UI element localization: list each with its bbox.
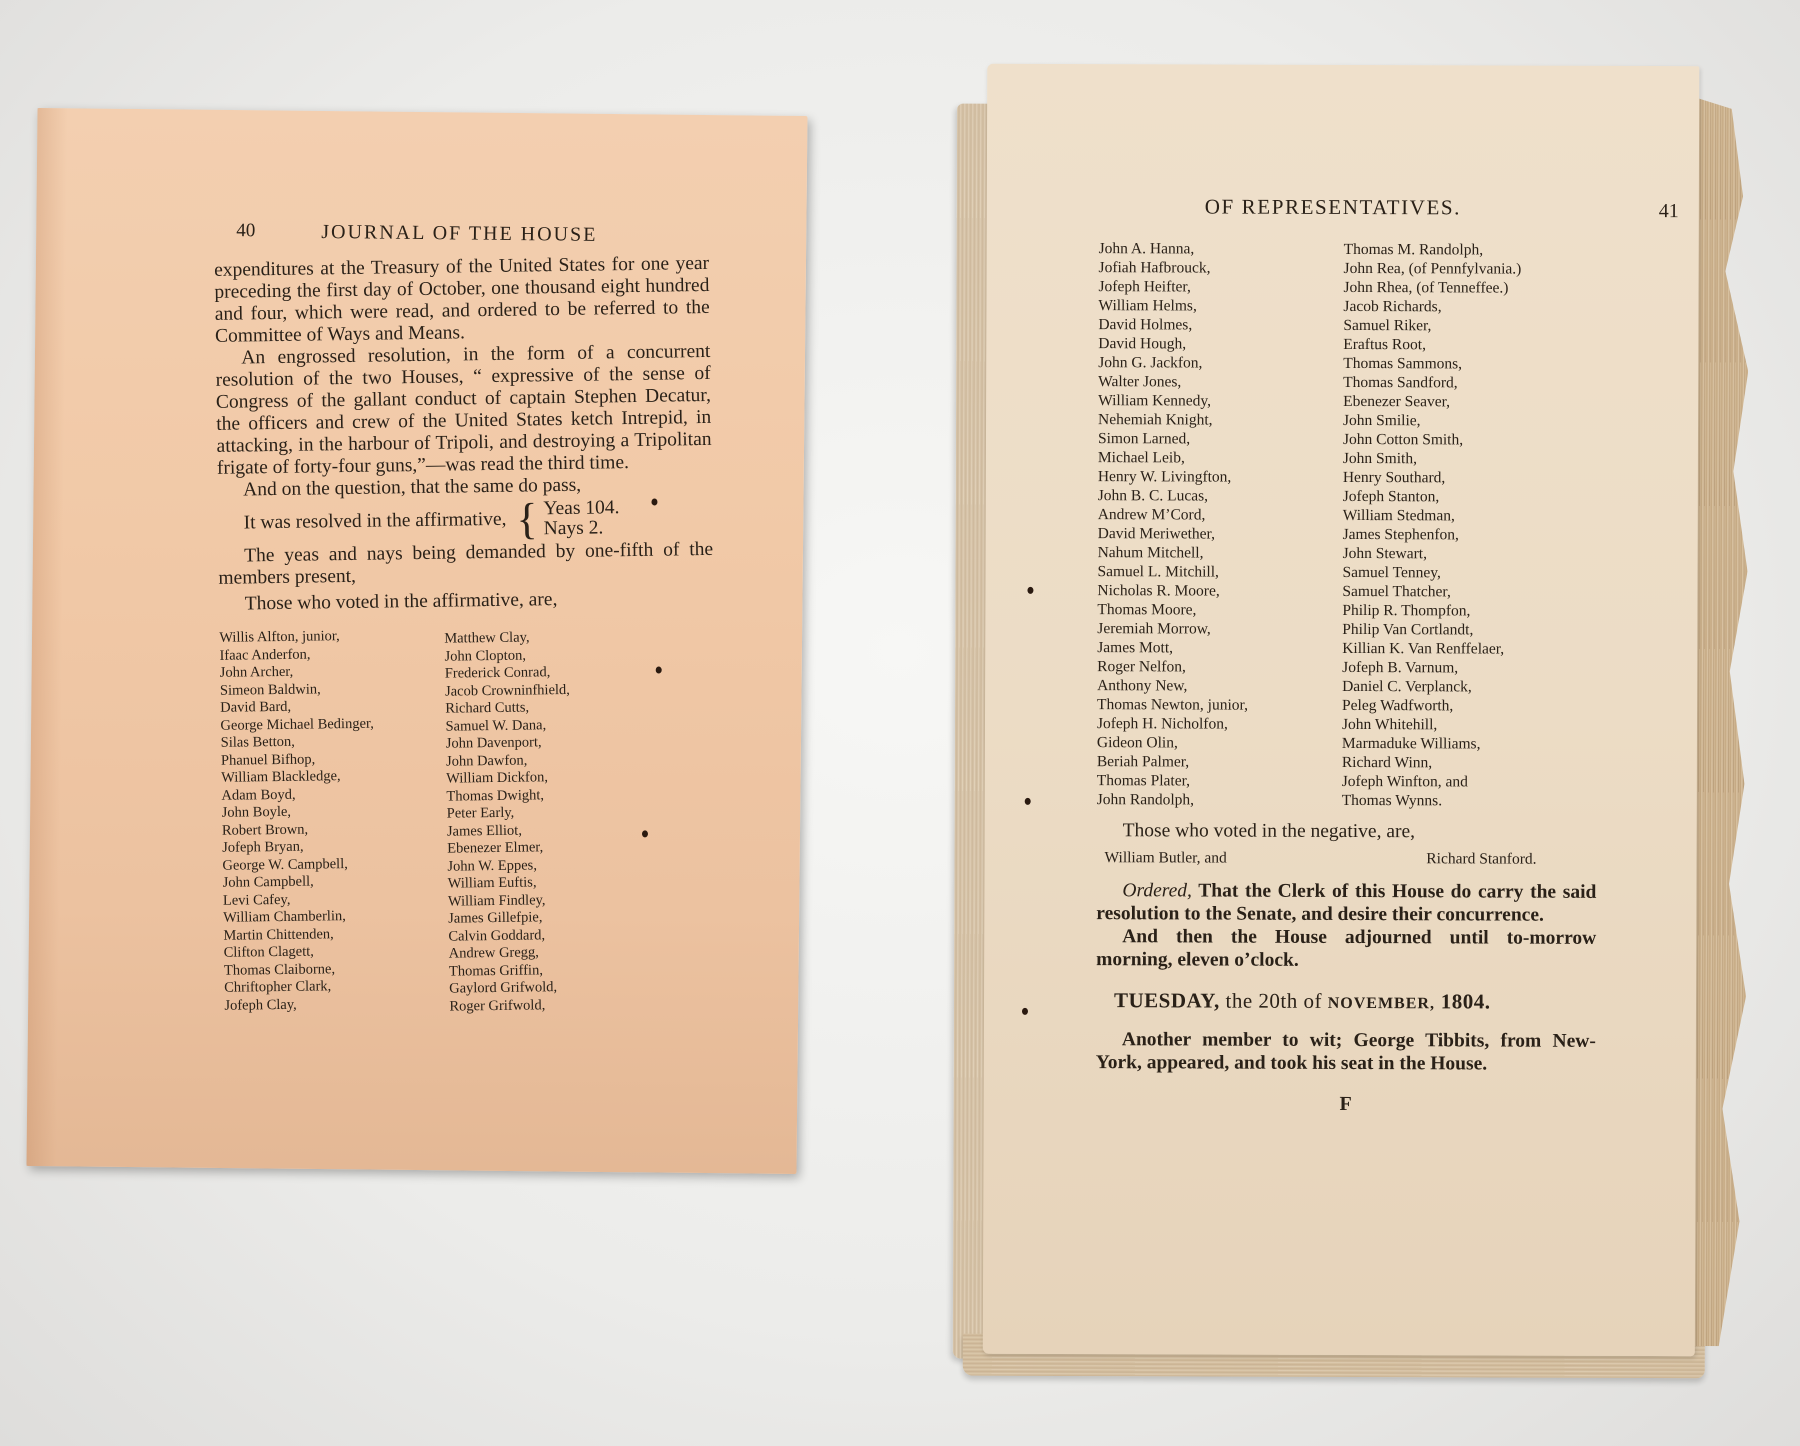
member-name: Thomas Wynns. bbox=[1341, 791, 1443, 810]
right-running-title: OF REPRESENTATIVES. bbox=[1204, 194, 1462, 220]
member-name: John G. Jackfon, bbox=[1098, 354, 1203, 372]
member-name: Jofeph Bryan, bbox=[222, 838, 304, 856]
member-name: James Stephenfon, bbox=[1342, 525, 1459, 544]
member-name: Gideon Olin, bbox=[1096, 734, 1178, 752]
member-name: George Michael Bedinger, bbox=[220, 715, 374, 734]
member-name: Jofeph Stanton, bbox=[1342, 487, 1440, 506]
vote-result bbox=[243, 494, 713, 544]
left-page-header bbox=[236, 220, 676, 246]
negative-name-list bbox=[1104, 846, 1536, 871]
member-name: Jacob Crowninfhield, bbox=[444, 681, 570, 700]
member-name: Samuel W. Dana, bbox=[445, 716, 547, 735]
paragraph-another-member: Another member to wit; George Tibbits, from New-York, appeared, and took his seat in the House. bbox=[1095, 1029, 1596, 1075]
member-name: Thomas Sammons, bbox=[1343, 354, 1463, 373]
name-column-2 bbox=[1342, 240, 1599, 811]
member-name: Jofeph Winfton, and bbox=[1341, 772, 1468, 791]
member-name: William Blackledge, bbox=[221, 768, 341, 786]
member-name: Jofeph B. Varnum, bbox=[1342, 658, 1459, 677]
right-page-number: 41 bbox=[1658, 200, 1679, 223]
member-name: Thomas Sandford, bbox=[1343, 373, 1458, 392]
member-name: John Randolph, bbox=[1096, 791, 1195, 809]
member-name: Phanuel Bifhop, bbox=[220, 750, 316, 769]
member-name: William Kennedy, bbox=[1098, 392, 1212, 410]
binding-hole bbox=[642, 830, 648, 837]
member-name: William Euftis, bbox=[447, 874, 537, 892]
paragraph-question: And on the question, that the same do pass, bbox=[243, 474, 582, 501]
member-name: Philip R. Thompfon, bbox=[1342, 601, 1471, 620]
member-name: William Helms, bbox=[1098, 297, 1197, 315]
member-name: Nehemiah Knight, bbox=[1098, 411, 1213, 429]
member-name: William Chamberlin, bbox=[223, 908, 346, 926]
paragraph-expenditures: expenditures at the Treasury of the United States for one year preceding the first day of October, one thousand eight hundred and four, which were read, and ordered to be referred to the Committee of Ways and Means. bbox=[213, 252, 710, 347]
member-name: Thomas Claiborne, bbox=[223, 960, 336, 979]
left-loose-page bbox=[26, 108, 807, 1174]
member-name: William Findley, bbox=[447, 891, 546, 910]
negative-name: William Butler, and bbox=[1104, 849, 1227, 867]
member-name: James Mott, bbox=[1097, 639, 1174, 657]
member-name: William Dickfon, bbox=[446, 769, 549, 787]
member-name: John Dawfon, bbox=[445, 752, 528, 770]
member-name: Daniel C. Verplanck, bbox=[1342, 677, 1472, 696]
member-name: Samuel L. Mitchill, bbox=[1097, 563, 1219, 581]
date-prefix: the 20th of bbox=[1225, 988, 1323, 1013]
member-name: John Clopton, bbox=[444, 647, 527, 665]
member-name: Samuel Riker, bbox=[1343, 316, 1432, 335]
member-name: Chriftopher Clark, bbox=[224, 978, 332, 996]
member-name: Jacob Richards, bbox=[1343, 297, 1442, 316]
member-name: John B. C. Lucas, bbox=[1097, 487, 1209, 505]
member-name: David Holmes, bbox=[1098, 316, 1193, 334]
member-name: Ifaac Anderfon, bbox=[219, 646, 311, 664]
member-name: Simeon Baldwin, bbox=[219, 680, 321, 699]
nays-count: Nays 2. bbox=[543, 517, 604, 540]
member-name: John Smith, bbox=[1342, 449, 1418, 468]
name-column-1 bbox=[219, 627, 459, 1019]
member-name: Willis Alfton, junior, bbox=[219, 628, 340, 646]
member-name: George W. Campbell, bbox=[222, 855, 348, 874]
member-name: Clifton Clagett, bbox=[223, 943, 314, 961]
right-book-page bbox=[983, 64, 1699, 1356]
brace-glyph: { bbox=[516, 494, 538, 544]
member-name: Beriah Palmer, bbox=[1096, 753, 1190, 771]
member-name: John Cotton Smith, bbox=[1342, 430, 1464, 449]
binding-hole bbox=[656, 667, 662, 674]
member-name: John Boyle, bbox=[221, 803, 292, 821]
member-name: William Stedman, bbox=[1342, 506, 1455, 525]
member-name: Andrew M’Cord, bbox=[1097, 506, 1206, 524]
right-page-header bbox=[1205, 194, 1679, 221]
member-name: John Stewart, bbox=[1342, 544, 1428, 563]
member-name: Eraftus Root, bbox=[1343, 335, 1426, 354]
day-name: TUESDAY, bbox=[1113, 988, 1220, 1013]
member-name: Nahum Mitchell, bbox=[1097, 544, 1204, 562]
member-name: Ebenezer Elmer, bbox=[447, 839, 544, 857]
left-page-number: 40 bbox=[236, 220, 256, 242]
right-page-body bbox=[1096, 239, 1599, 1117]
paragraph-affirmative: Those who voted in the affirmative, are, bbox=[244, 589, 558, 615]
member-name: Samuel Tenney, bbox=[1342, 563, 1441, 582]
member-name: Jofeph H. Nicholfon, bbox=[1096, 715, 1228, 733]
member-name: John Whitehill, bbox=[1341, 715, 1438, 734]
binding-hole bbox=[651, 498, 657, 505]
member-name: Frederick Conrad, bbox=[444, 664, 551, 682]
member-name: Jeremiah Morrow, bbox=[1097, 620, 1211, 638]
signature-mark: F bbox=[1339, 1092, 1352, 1116]
member-name: Gaylord Grifwold, bbox=[449, 979, 558, 997]
member-name: Thomas Moore, bbox=[1097, 601, 1197, 619]
member-name: Nicholas R. Moore, bbox=[1097, 582, 1220, 600]
member-name: Simon Larned, bbox=[1097, 430, 1191, 448]
member-name: Peleg Wadfworth, bbox=[1342, 696, 1454, 715]
member-name: Andrew Gregg, bbox=[448, 944, 539, 962]
member-name: Thomas Griffin, bbox=[448, 961, 544, 980]
member-name: Anthony New, bbox=[1097, 677, 1188, 695]
member-name: Calvin Goddard, bbox=[448, 926, 546, 945]
yeas-count: Yeas 104. bbox=[543, 497, 620, 520]
member-name: Henry Southard, bbox=[1342, 468, 1446, 487]
paragraph-adjourned: And then the House adjourned until to-morrow morning, eleven o’clock. bbox=[1096, 926, 1597, 971]
name-column-2 bbox=[444, 623, 684, 1015]
member-name: Walter Jones, bbox=[1098, 373, 1182, 391]
member-name: David Bard, bbox=[220, 698, 292, 716]
name-column-1 bbox=[1097, 239, 1354, 810]
paragraph-resolution: An engrossed resolution, in the form of a concurrent resolution of the two Houses, “ expressive of the sense of Congress of the gallant conduct of captain Stephen Decatur, the officers and crew of the United States ketch Intrepid, in attacking, in the harbour of Tripoli, and destroying a Tripolitan frigate of forty-four guns,”—was read the third time. bbox=[215, 340, 712, 479]
member-name: David Hough, bbox=[1098, 335, 1187, 353]
vote-tally bbox=[543, 498, 620, 539]
member-name: Jofiah Hafbrouck, bbox=[1098, 259, 1211, 277]
member-name: Henry W. Livingfton, bbox=[1097, 468, 1232, 486]
paragraph-ordered bbox=[1096, 879, 1596, 927]
member-name: Levi Cafey, bbox=[222, 891, 291, 909]
member-name: Jofeph Clay, bbox=[224, 996, 297, 1014]
ordered-word: Ordered, bbox=[1122, 880, 1192, 902]
affirmative-name-list bbox=[219, 623, 719, 1019]
binding-hole bbox=[1022, 1008, 1028, 1015]
member-name: Thomas Dwight, bbox=[446, 786, 545, 805]
member-name: Matthew Clay, bbox=[444, 629, 530, 647]
binding-hole bbox=[1025, 798, 1031, 805]
member-name: Jofeph Heifter, bbox=[1098, 278, 1191, 296]
resolved-text: It was resolved in the affirmative, bbox=[243, 508, 507, 534]
member-name: Philip Van Cortlandt, bbox=[1342, 620, 1474, 639]
left-page-body bbox=[214, 253, 720, 1019]
date-month: NOVEMBER, bbox=[1327, 994, 1436, 1013]
paragraph-yeas-nays: The yeas and nays being demanded by one-fifth of the members present, bbox=[218, 538, 714, 589]
member-name: Robert Brown, bbox=[221, 821, 309, 839]
member-name: John Campbell, bbox=[222, 873, 314, 891]
negative-name: Richard Stanford. bbox=[1426, 850, 1537, 868]
member-name: John Rhea, (of Tenneffee.) bbox=[1343, 278, 1509, 297]
member-name: James Elliot, bbox=[446, 822, 523, 840]
member-name: Peter Early, bbox=[446, 804, 515, 822]
member-name: Martin Chittenden, bbox=[223, 925, 334, 944]
member-name: Thomas Plater, bbox=[1096, 772, 1191, 790]
member-name: John Archer, bbox=[219, 663, 294, 681]
negative-intro: Those who voted in the negative, are, bbox=[1122, 820, 1416, 843]
member-name: Richard Cutts, bbox=[445, 699, 530, 717]
member-name: Roger Nelfon, bbox=[1097, 658, 1186, 676]
member-name: Richard Winn, bbox=[1341, 753, 1433, 772]
ordered-text: That the Clerk of this House do carry the said resolution to the Senate, and desire their concurrence. bbox=[1096, 880, 1597, 926]
binding-hole bbox=[1027, 587, 1033, 594]
affirmative-name-list-continued bbox=[1097, 239, 1599, 811]
member-name: David Meriwether, bbox=[1097, 525, 1215, 543]
member-name: John Davenport, bbox=[445, 734, 542, 752]
member-name: John Smilie, bbox=[1343, 411, 1421, 430]
date-heading bbox=[1114, 989, 1596, 1016]
member-name: Thomas M. Randolph, bbox=[1343, 240, 1484, 259]
member-name: Silas Betton, bbox=[220, 733, 295, 751]
member-name: Marmaduke Williams, bbox=[1341, 734, 1481, 753]
member-name: Adam Boyd, bbox=[221, 786, 296, 804]
member-name: John A. Hanna, bbox=[1098, 240, 1195, 258]
member-name: James Gillefpie, bbox=[448, 909, 543, 927]
member-name: Ebenezer Seaver, bbox=[1343, 392, 1451, 411]
bound-volume bbox=[953, 64, 1750, 1377]
left-running-title: JOURNAL OF THE HOUSE bbox=[321, 220, 598, 246]
date-year: 1804. bbox=[1440, 989, 1491, 1014]
member-name: John W. Eppes, bbox=[447, 856, 537, 875]
member-name: Michael Leib, bbox=[1097, 449, 1185, 467]
member-name: John Rea, (of Pennfylvania.) bbox=[1343, 259, 1522, 278]
member-name: Thomas Newton, junior, bbox=[1097, 696, 1249, 714]
member-name: Samuel Thatcher, bbox=[1342, 582, 1451, 601]
member-name: Roger Grifwold, bbox=[449, 996, 546, 1015]
member-name: Killian K. Van Renffelaer, bbox=[1342, 639, 1505, 658]
